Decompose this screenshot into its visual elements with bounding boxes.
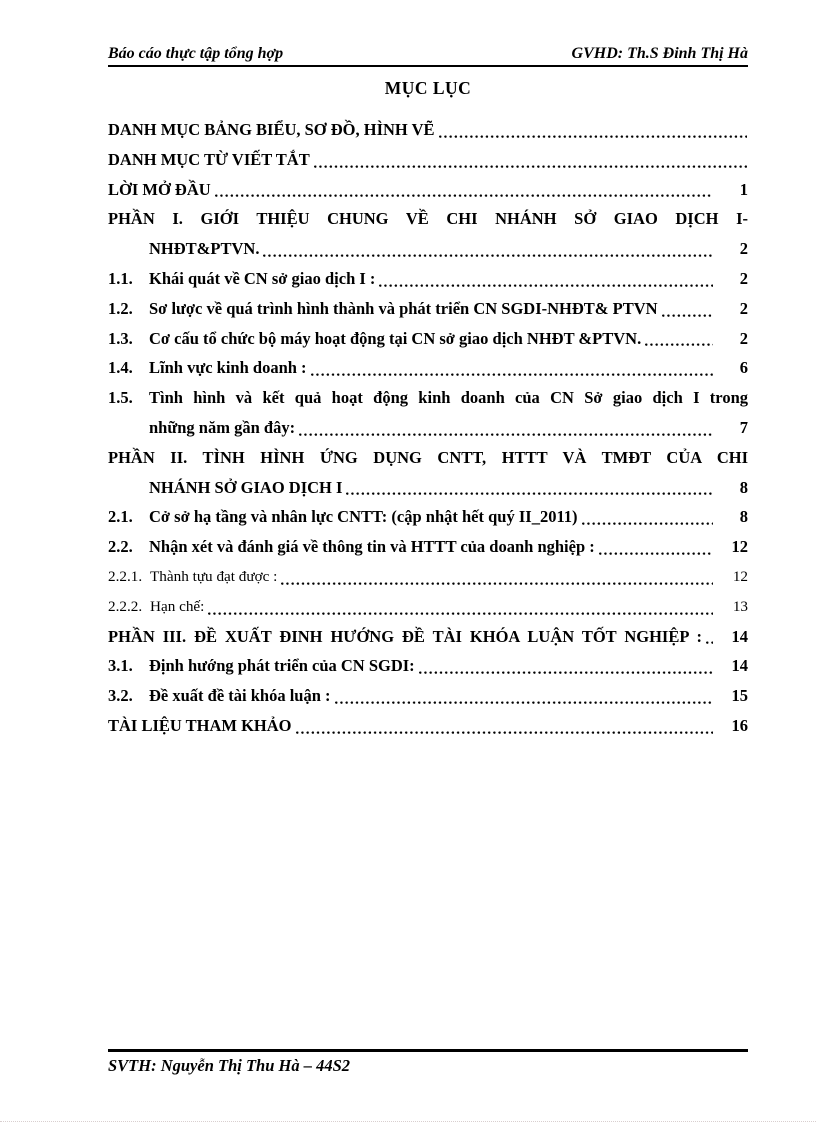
toc-entry-label: DANH MỤC BẢNG BIỂU, SƠ ĐỒ, HÌNH VẼ (108, 120, 435, 139)
dot-leader (581, 502, 714, 532)
dot-leader (298, 413, 714, 443)
toc-page-number: 7 (739, 417, 748, 437)
toc-page-number: 14 (731, 656, 748, 676)
toc-entry[interactable] (108, 443, 748, 503)
toc-entry-continuation: NHÁNH SỞ GIAO DỊCH I (149, 477, 343, 497)
dot-leader (418, 651, 714, 681)
dot-leader (345, 473, 714, 503)
toc-page-number: 6 (739, 358, 748, 378)
toc-entry-label: PHẦN II. TÌNH HÌNH ỨNG DỤNG CNTT, HTTT VÀ TMĐT CỦA CHI (108, 447, 748, 467)
toc-entry[interactable] (108, 204, 748, 264)
dot-leader (438, 115, 748, 145)
toc-entry[interactable] (108, 711, 748, 741)
dot-leader (598, 532, 714, 562)
toc-entry-label: Thành tựu đạt được : (150, 567, 278, 585)
toc-entry-label: DANH MỤC TỪ VIẾT TẮT (108, 149, 310, 169)
toc-entry-label: Sơ lược về quá trình hình thành và phát triển CN SGDI-NHĐT& PTVN (149, 298, 658, 318)
dot-leader (661, 294, 714, 324)
dot-leader (214, 175, 714, 205)
header-right-text: GVHD: Th.S Đinh Thị Hà (571, 45, 748, 62)
toc-entry[interactable] (108, 264, 748, 294)
toc-entry[interactable] (108, 145, 748, 175)
toc-entry-label: Nhận xét và đánh giá về thông tin và HTTT của doanh nghiệp : (149, 537, 595, 557)
toc-entry[interactable] (108, 592, 748, 622)
page-footer (108, 1049, 748, 1076)
dot-leader (207, 592, 714, 622)
page-bottom-boundary (0, 1121, 816, 1122)
toc-entry-number: 3.1. (108, 656, 133, 676)
toc-page-number: 15 (731, 686, 748, 706)
toc-entry[interactable] (108, 383, 748, 443)
toc-page-number: 16 (731, 715, 748, 735)
toc-page-number: 12 (731, 537, 748, 557)
toc-entry[interactable] (108, 115, 748, 145)
toc-page-number: 2 (739, 328, 748, 348)
toc-page-number: 1 (739, 179, 748, 199)
dot-leader (262, 234, 714, 264)
toc-page-number: 2 (739, 298, 748, 318)
dot-leader (705, 622, 714, 652)
toc-entry-number: 1.4. (108, 358, 133, 378)
toc-entry[interactable] (108, 324, 748, 354)
dot-leader (313, 145, 748, 175)
toc-page-number: 2 (739, 239, 748, 259)
toc-entry[interactable] (108, 622, 748, 652)
toc-entry-label: LỜI MỞ ĐẦU (108, 179, 211, 199)
toc-entry[interactable] (108, 681, 748, 711)
toc-entry-label: Khái quát về CN sở giao dịch I : (149, 268, 376, 288)
toc-entry-label: TÀI LIỆU THAM KHẢO (108, 715, 292, 735)
toc-entry[interactable] (108, 562, 748, 592)
dot-leader (644, 324, 714, 354)
toc-entry-label: Hạn chế: (150, 597, 205, 615)
toc-entry-label: PHẦN I. GIỚI THIỆU CHUNG VỀ CHI NHÁNH SỞ GIAO DỊCH I- (108, 209, 748, 229)
footer-text: SVTH: Nguyễn Thị Thu Hà – 44S2 (108, 1056, 351, 1075)
toc-entry-number: 1.2. (108, 298, 133, 318)
toc-entry[interactable] (108, 353, 748, 383)
toc-entry[interactable] (108, 175, 748, 205)
toc-page-number: 12 (732, 567, 748, 585)
page-title: MỤC LỤC (384, 78, 472, 98)
toc-entry-number: 1.3. (108, 328, 133, 348)
toc-page-number: 2 (739, 268, 748, 288)
toc-page-number: 13 (732, 597, 748, 615)
header-left-text: Báo cáo thực tập tổng hợp (108, 45, 284, 62)
toc-entry-label: Cở sở hạ tầng và nhân lực CNTT: (cập nhật hết quý II_2011) (149, 507, 578, 527)
toc-entry-number: 2.2. (108, 537, 133, 557)
dot-leader (280, 562, 714, 592)
table-of-contents (108, 115, 748, 741)
toc-entry-number: 3.2. (108, 686, 133, 706)
toc-entry-number: 2.2.1. (108, 567, 143, 585)
toc-entry-label: PHẦN III. ĐỀ XUẤT ĐINH HƯỚNG ĐỀ TÀI KHÓA LUẬN TỐT NGHIỆP : (108, 626, 702, 646)
dot-leader (295, 711, 714, 741)
toc-page-number: 8 (739, 507, 748, 527)
toc-entry-label: Tình hình và kết quả hoạt động kinh doanh của CN Sở giao dịch I trong (149, 388, 748, 408)
dot-leader (334, 681, 714, 711)
toc-entry-label: Định hướng phát triển của CN SGDI: (149, 656, 415, 676)
toc-entry-number: 2.1. (108, 507, 133, 527)
toc-page-number: 8 (739, 477, 748, 497)
toc-entry-label: Lĩnh vực kinh doanh : (149, 358, 307, 378)
toc-page-number: 14 (731, 626, 748, 646)
toc-entry-number: 1.5. (108, 388, 133, 408)
toc-entry-label: Đề xuất đề tài khóa luận : (149, 686, 331, 706)
toc-entry[interactable] (108, 651, 748, 681)
toc-entry-number: 1.1. (108, 268, 133, 288)
toc-entry[interactable] (108, 532, 748, 562)
page-header (108, 0, 748, 67)
toc-entry-label: Cơ cấu tổ chức bộ máy hoạt động tại CN sở giao dịch NHĐT &PTVN. (149, 328, 642, 348)
toc-entry[interactable] (108, 502, 748, 532)
toc-entry-continuation: những năm gần đây: (149, 417, 296, 437)
toc-entry-number: 2.2.2. (108, 597, 143, 615)
page-content (108, 0, 748, 741)
dot-leader (310, 353, 714, 383)
toc-entry[interactable] (108, 294, 748, 324)
toc-entry-continuation: NHĐT&PTVN. (149, 239, 260, 259)
dot-leader (378, 264, 714, 294)
